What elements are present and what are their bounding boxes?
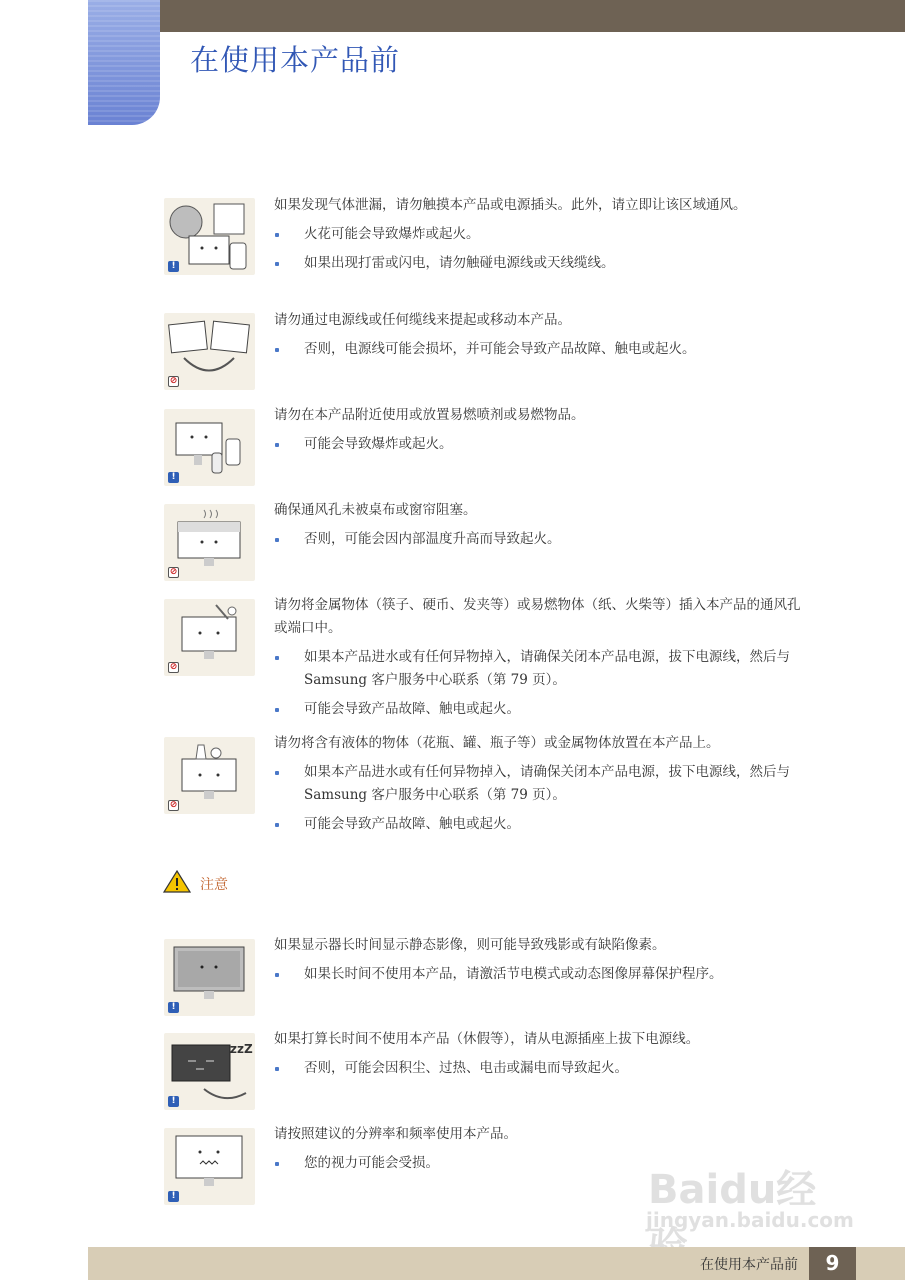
caution-3-bullet-1: 您的视力可能会受损。 — [274, 1152, 804, 1175]
item-1-text — [274, 194, 804, 281]
warning-icon: ! — [168, 1096, 179, 1107]
item-1-bullet-1: 火花可能会导致爆炸或起火。 — [274, 223, 804, 246]
static-image-illustration — [164, 939, 255, 1016]
warning-icon: ! — [168, 261, 179, 272]
caution-3-main: 请按照建议的分辨率和频率使用本产品。 — [274, 1126, 517, 1142]
item-5-main: 请勿将金属物体（筷子、硬币、发夹等）或易燃物体（纸、火柴等）插入本产品的通风孔或端口中。 — [274, 597, 801, 636]
footer-section-title: 在使用本产品前 — [700, 1257, 798, 1273]
item-1-main: 如果发现气体泄漏，请勿触摸本产品或电源插头。此外，请立即让该区域通风。 — [274, 197, 747, 213]
caution-triangle-icon — [163, 869, 191, 893]
page-title: 在使用本产品前 — [190, 43, 401, 77]
caution-1-main: 如果显示器长时间显示静态影像，则可能导致残影或有缺陷像素。 — [274, 937, 666, 953]
item-6-bullet-2: 可能会导致产品故障、触电或起火。 — [274, 813, 804, 836]
item-3-text — [274, 404, 804, 462]
item-6-text — [274, 732, 804, 842]
prohibited-icon: ⊘ — [169, 567, 178, 577]
item-5-text — [274, 594, 804, 727]
resolution-illustration — [164, 1128, 255, 1205]
top-bar — [158, 0, 905, 32]
watermark-url: jingyan.baidu.com — [646, 1208, 854, 1232]
cable-lift-illustration — [164, 313, 255, 390]
item-2-main: 请勿通过电源线或任何缆线来提起或移动本产品。 — [274, 312, 571, 328]
caution-heading — [163, 869, 228, 895]
zzz-label: zzZ — [230, 1042, 253, 1056]
chapter-tab — [88, 0, 160, 125]
caution-1-text — [274, 934, 804, 992]
item-6-bullet-1: 如果本产品进水或有任何异物掉入，请确保关闭本产品电源，拔下电源线，然后与 Samsung 客户服务中心联系（第 79 页）。 — [274, 761, 804, 807]
caution-label: 注意 — [200, 877, 228, 893]
item-4-text — [274, 499, 804, 557]
flammable-spray-illustration — [164, 409, 255, 486]
item-3-bullet-1: 可能会导致爆炸或起火。 — [274, 433, 804, 456]
prohibited-icon: ⊘ — [169, 376, 178, 386]
prohibited-icon: ⊘ — [169, 662, 178, 672]
item-4-bullet-1: 否则，可能会因内部温度升高而导致起火。 — [274, 528, 804, 551]
liquid-objects-illustration — [164, 737, 255, 814]
item-5-bullet-1: 如果本产品进水或有任何异物掉入，请确保关闭本产品电源，拔下电源线，然后与 Samsung 客户服务中心联系（第 79 页）。 — [274, 646, 804, 692]
item-4-main: 确保通风孔未被桌布或窗帘阻塞。 — [274, 502, 477, 518]
item-3-main: 请勿在本产品附近使用或放置易燃喷剂或易燃物品。 — [274, 407, 585, 423]
item-6-main: 请勿将含有液体的物体（花瓶、罐、瓶子等）或金属物体放置在本产品上。 — [274, 735, 720, 751]
unplug-illustration — [164, 1033, 255, 1110]
item-2-text — [274, 309, 804, 367]
baidu-watermark — [640, 1150, 855, 1245]
item-1-bullet-2: 如果出现打雷或闪电，请勿触碰电源线或天线缆线。 — [274, 252, 804, 275]
warning-icon: ! — [168, 472, 179, 483]
item-2-bullet-1: 否则，电源线可能会损坏，并可能会导致产品故障、触电或起火。 — [274, 338, 804, 361]
caution-1-bullet-1: 如果长时间不使用本产品，请激活节电模式或动态图像屏幕保护程序。 — [274, 963, 804, 986]
item-5-bullet-2: 可能会导致产品故障、触电或起火。 — [274, 698, 804, 721]
prohibited-icon: ⊘ — [169, 800, 178, 810]
caution-2-bullet-1: 否则，可能会因积尘、过热、电击或漏电而导致起火。 — [274, 1057, 804, 1080]
warning-icon: ! — [168, 1191, 179, 1202]
caution-2-text — [274, 1028, 804, 1086]
gas-leak-illustration — [164, 198, 255, 275]
caution-2-main: 如果打算长时间不使用本产品（休假等），请从电源插座上拔下电源线。 — [274, 1031, 700, 1047]
vent-blocked-illustration — [164, 504, 255, 581]
metal-objects-illustration — [164, 599, 255, 676]
warning-icon: ! — [168, 1002, 179, 1013]
watermark-logo-text: Baidu经 — [648, 1167, 817, 1213]
page-number: 9 — [809, 1247, 856, 1280]
